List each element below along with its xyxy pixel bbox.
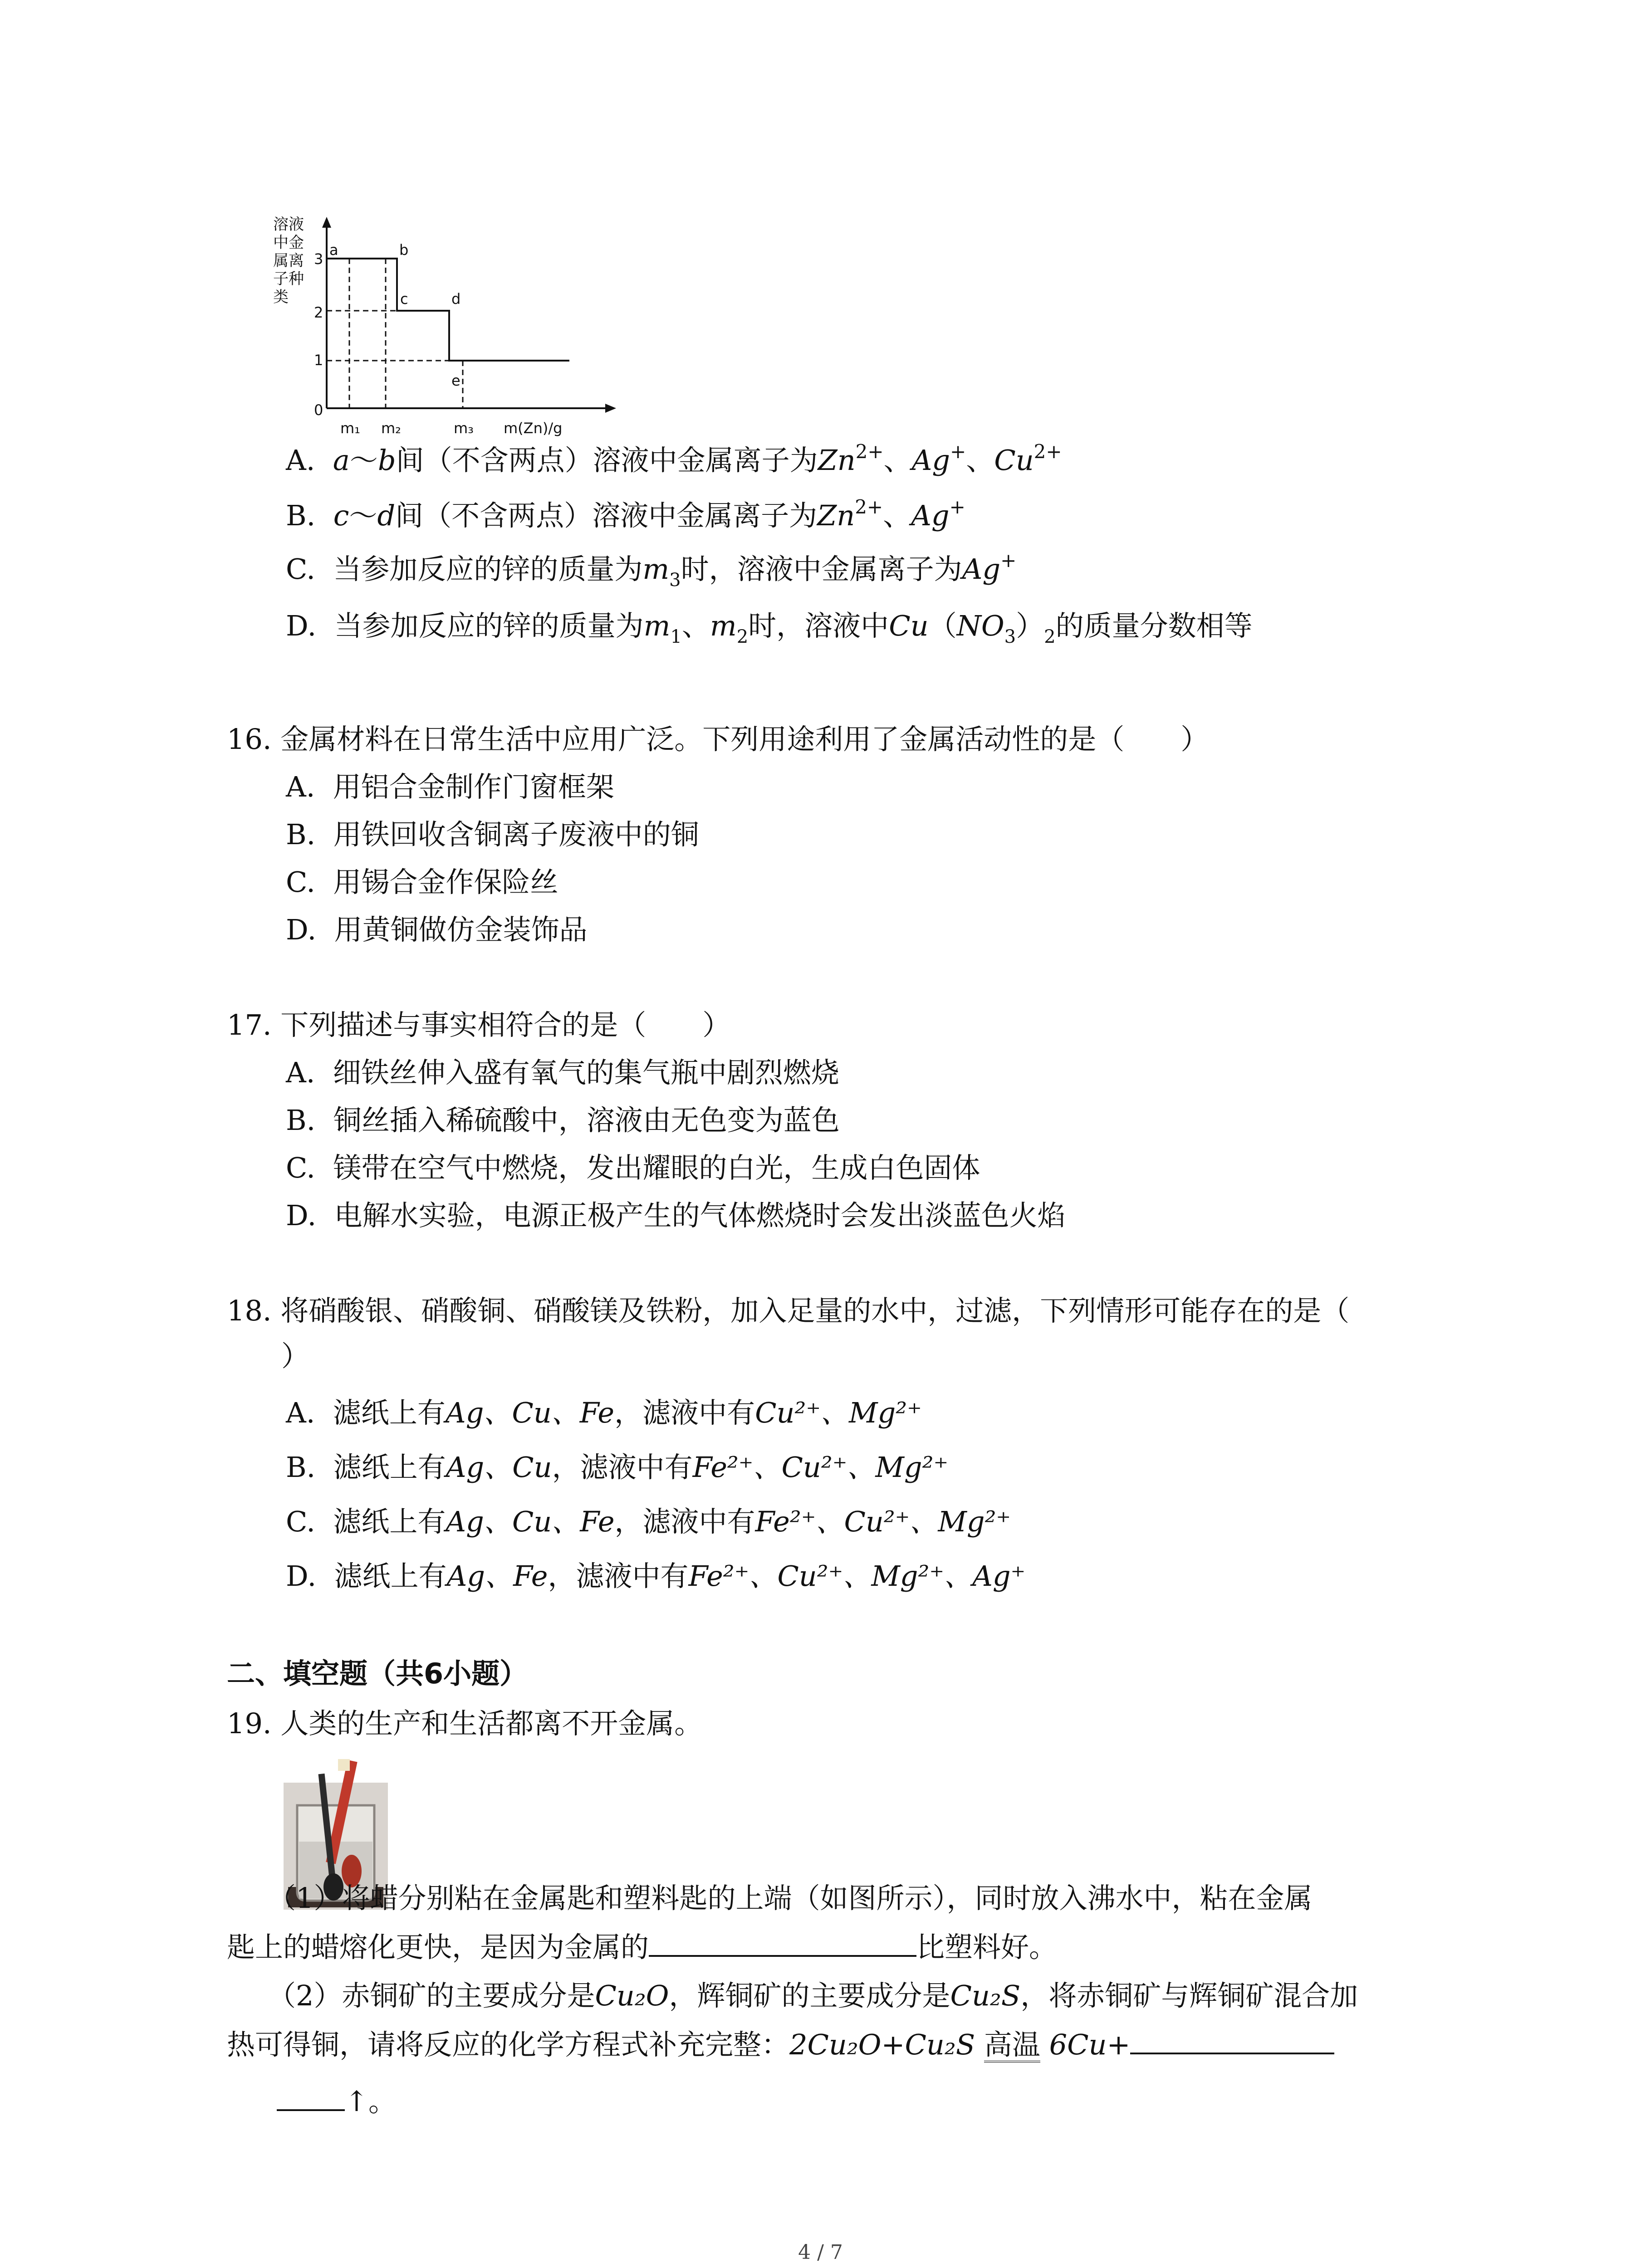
y-tick-label: 0: [314, 401, 323, 419]
option-label: B.: [286, 499, 316, 532]
point-label: d: [451, 290, 461, 308]
solids: Ag、Fe: [446, 1559, 548, 1593]
q18-option-c[interactable]: [286, 1504, 1011, 1540]
option-label: C.: [286, 1151, 315, 1184]
sep: 、: [883, 444, 912, 477]
charge: +: [950, 440, 966, 463]
formula-cu2o: Cu₂O: [595, 1979, 669, 2012]
subscript: 3: [669, 570, 681, 591]
option-label: D.: [286, 1559, 317, 1593]
q17-option-d[interactable]: [286, 1198, 1066, 1234]
option-text: 滤纸上有: [334, 1559, 447, 1593]
x-axis-label: m(Zn)/g: [504, 420, 563, 437]
option-label: C.: [286, 865, 315, 899]
ions: Fe²⁺、Cu²⁺、Mg²⁺、Ag⁺: [688, 1559, 1026, 1593]
ions: Cu²⁺、Mg²⁺: [755, 1396, 922, 1429]
y-tick-label: 1: [314, 352, 323, 369]
x-tick-label: m₂: [381, 420, 401, 437]
option-label: B.: [286, 1104, 316, 1137]
wax: [338, 1759, 350, 1771]
ion: Ag: [911, 444, 950, 477]
option-label: D.: [286, 913, 317, 946]
option-text: 用黄铜做仿金装饰品: [334, 913, 588, 946]
q19-part2-text: ，辉铜矿的主要成分是: [669, 1979, 950, 2012]
solids: Ag、Cu、Fe: [445, 1396, 615, 1429]
q16-stem: 16. 金属材料在日常生活中应用广泛。下列用途利用了金属活动性的是（ ）: [227, 723, 1209, 756]
y-label-line: 类: [273, 288, 289, 306]
ion-species-chart: [272, 213, 617, 440]
option-label: A.: [286, 1056, 315, 1089]
arrow-text: ↑。: [345, 2085, 397, 2118]
charge: 2+: [855, 440, 884, 463]
solids: Ag、Cu: [446, 1451, 552, 1484]
formula: Cu: [889, 609, 929, 642]
option-text: 时，溶液中: [748, 609, 889, 642]
ion: Ag: [911, 499, 950, 532]
option-text: 滤纸上有: [333, 1396, 446, 1429]
mass: m: [643, 609, 671, 642]
sep: 、: [681, 609, 710, 642]
paren: （: [928, 609, 957, 642]
option-label: A.: [286, 444, 315, 477]
q15-option-a[interactable]: [286, 442, 1062, 482]
q19-part2-line1: [268, 1978, 1358, 2014]
option-text: 用锡合金作保险丝: [333, 865, 558, 899]
option-text: ，滤液中有: [614, 1396, 755, 1429]
option-text: ，滤液中有: [548, 1559, 689, 1593]
q19-stem: 19. 人类的生产和生活都离不开金属。: [227, 1707, 703, 1740]
equation-right: 6Cu+: [1049, 2028, 1131, 2061]
option-text: 滤纸上有: [333, 1451, 446, 1484]
subscript: 2: [1044, 626, 1056, 647]
ion: Zn: [817, 499, 855, 532]
option-text: 电解水实验，电源正极产生的气体燃烧时会发出淡蓝色火焰: [334, 1199, 1066, 1232]
point-label: b: [399, 241, 409, 259]
option-text: 间（不含两点）溶液中金属离子为: [395, 499, 818, 532]
option-label: C.: [286, 1505, 315, 1538]
q17-option-a[interactable]: [286, 1055, 839, 1091]
sep: 、: [966, 444, 994, 477]
q19-part2-text: ，将赤铜矿与辉铜矿混合加: [1020, 1979, 1358, 2012]
tilde: ～: [349, 499, 377, 532]
option-text: ，滤液中有: [614, 1505, 755, 1538]
q18-stem-line1: 18. 将硝酸银、硝酸铜、硝酸镁及铁粉，加入足量的水中，过滤，下列情形可能存在的是（: [227, 1294, 1350, 1327]
section-heading: 二、填空题（共6小题）: [227, 1657, 528, 1690]
option-text: 细铁丝伸入盛有氧气的集气瓶中剧烈燃烧: [333, 1056, 839, 1089]
q16-option-d[interactable]: [286, 912, 588, 948]
option-text: 滤纸上有: [333, 1505, 446, 1538]
formula-cu2s: Cu₂S: [950, 1979, 1021, 2012]
ions: Fe²⁺、Cu²⁺、Mg²⁺: [755, 1505, 1011, 1538]
option-text: 的质量分数相等: [1055, 609, 1253, 642]
option-label: B.: [286, 1451, 316, 1484]
option-text: 铜丝插入稀硫酸中，溶液由无色变为蓝色: [333, 1104, 840, 1137]
page-number: 4 / 7: [798, 2241, 843, 2264]
q19-part1-line2: [227, 1928, 1057, 1965]
option-label: D.: [286, 1199, 317, 1232]
option-label: A.: [286, 770, 315, 803]
option-text: 镁带在空气中燃烧，发出耀眼的白光，生成白色固体: [333, 1151, 980, 1184]
q17-option-b[interactable]: [286, 1102, 840, 1139]
q19-part2-line3: [277, 2082, 397, 2120]
q19-part1-text: 匙上的蜡熔化更快，是因为金属的: [227, 1931, 649, 1964]
y-label-line: 属离: [273, 252, 304, 270]
point-label: a: [329, 241, 338, 259]
tilde: ～: [349, 444, 378, 477]
point-label: c: [400, 290, 408, 308]
point-d: d: [377, 499, 396, 532]
q15-option-b[interactable]: [286, 498, 965, 537]
option-text: 当参加反应的锌的质量为: [333, 552, 643, 586]
y-label-line: 溶液: [273, 215, 304, 234]
point-label: e: [451, 372, 460, 389]
point-c: c: [333, 499, 349, 532]
q17-option-c[interactable]: [286, 1150, 980, 1186]
sep: 、: [883, 499, 911, 532]
option-label: D.: [286, 609, 317, 642]
answer-blank-2-cont[interactable]: [277, 2082, 345, 2111]
data-line: [327, 259, 569, 361]
mass: m: [642, 552, 670, 586]
option-text: 时，溶液中金属离子为: [681, 552, 962, 586]
answer-blank-1[interactable]: [649, 1928, 916, 1957]
q18-option-b[interactable]: [286, 1449, 948, 1486]
equation-left: 2Cu₂O+Cu₂S: [789, 2028, 975, 2061]
q17-stem: 17. 下列描述与事实相符合的是（ ）: [227, 1008, 731, 1041]
subscript: 1: [670, 626, 682, 647]
ion: Ag: [962, 552, 1001, 586]
charge: 2+: [855, 496, 883, 518]
option-text: ，滤液中有: [552, 1451, 693, 1484]
q19-part1-line1: （1）将蜡分别粘在金属匙和塑料匙的上端（如图所示），同时放入沸水中，粘在金属: [268, 1882, 1313, 1915]
mass: m: [710, 609, 737, 642]
q16-option-c[interactable]: [286, 864, 558, 900]
x-tick-label: m₃: [454, 420, 474, 437]
y-label-line: 子种: [273, 270, 304, 288]
point-b: b: [377, 444, 396, 477]
charge: +: [949, 496, 965, 518]
q19-part2-text: （2）赤铜矿的主要成分是: [268, 1979, 595, 2012]
charge: +: [1000, 549, 1017, 572]
q18-option-d[interactable]: [286, 1558, 1025, 1594]
option-text: 间（不含两点）溶液中金属离子为: [396, 444, 818, 477]
q18-stem-line2: ）: [281, 1339, 310, 1373]
q15-option-d[interactable]: [286, 608, 1253, 648]
subscript: 2: [736, 626, 749, 647]
q16-option-b[interactable]: [286, 816, 699, 853]
x-axis-arrow: [605, 404, 616, 413]
option-text: 用铁回收含铜离子废液中的铜: [333, 818, 699, 851]
option-text: 用铝合金制作门窗框架: [333, 770, 614, 803]
q15-option-c[interactable]: [286, 551, 1016, 591]
y-tick-label: 3: [314, 250, 323, 268]
subscript: 3: [1004, 626, 1016, 647]
ions: Fe²⁺、Cu²⁺、Mg²⁺: [692, 1451, 949, 1484]
point-a: a: [333, 444, 350, 477]
option-text: 当参加反应的锌的质量为: [334, 609, 644, 642]
solids: Ag、Cu、Fe: [446, 1505, 615, 1538]
q19-part2-text: 热可得铜，请将反应的化学方程式补充完整：: [227, 2028, 790, 2061]
formula: NO: [956, 609, 1004, 642]
charge: 2+: [1034, 440, 1062, 463]
ion: Zn: [818, 444, 856, 477]
y-tick-label: 2: [314, 304, 323, 321]
answer-blank-2[interactable]: [1130, 2025, 1334, 2054]
y-label-line: 中金: [273, 234, 304, 252]
option-label: A.: [286, 1396, 315, 1429]
q18-option-a[interactable]: [286, 1395, 922, 1431]
option-label: B.: [286, 818, 316, 851]
reaction-condition: 高温: [984, 2029, 1040, 2063]
paren: ）: [1016, 609, 1044, 642]
q19-part1-text: 比塑料好。: [916, 1931, 1058, 1964]
option-label: C.: [286, 552, 315, 586]
q19-part2-line2: [227, 2025, 1334, 2063]
ion: Cu: [994, 444, 1034, 477]
x-tick-label: m₁: [340, 420, 360, 437]
q16-option-a[interactable]: [286, 769, 614, 805]
y-axis-arrow: [322, 217, 331, 228]
